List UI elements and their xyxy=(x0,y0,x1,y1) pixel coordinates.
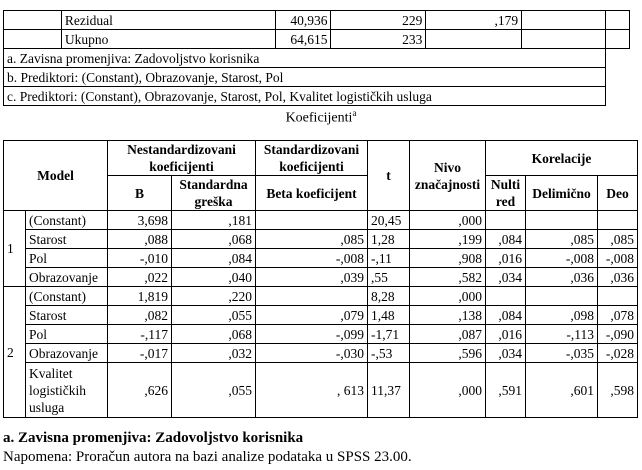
header-beta: Beta koeficijent xyxy=(256,176,368,211)
variable-name: Starost xyxy=(26,230,108,249)
cell-se: ,181 xyxy=(172,211,256,230)
cell-b: 3,698 xyxy=(108,211,172,230)
cell-b: ,082 xyxy=(108,306,172,325)
table-note: b. Prediktori: (Constant), Obrazovanje, Starost, Pol xyxy=(4,68,606,87)
cell-se: ,040 xyxy=(172,268,256,287)
table-row xyxy=(4,211,638,230)
cell xyxy=(4,11,62,30)
header-partial: Delimično xyxy=(526,176,598,211)
table-footnote: a. Zavisna promenjiva: Zadovoljstvo korisnika xyxy=(3,430,304,446)
cell: 40,936 xyxy=(275,11,331,30)
cell-b: ,088 xyxy=(108,230,172,249)
model-number: 1 xyxy=(4,211,26,287)
cell-se: ,055 xyxy=(172,363,256,418)
table-row xyxy=(4,30,630,49)
cell-beta: -,099 xyxy=(256,325,368,344)
variable-name: Pol xyxy=(26,249,108,268)
empty-cell xyxy=(606,68,630,87)
cell-b: 1,819 xyxy=(108,287,172,306)
cell-zero: ,591 xyxy=(486,363,526,418)
cell-b: -,010 xyxy=(108,249,172,268)
cell-beta: ,039 xyxy=(256,268,368,287)
cell-zero: ,084 xyxy=(486,230,526,249)
cell-b: -,017 xyxy=(108,344,172,363)
cell-part: -,028 xyxy=(598,344,638,363)
cell-beta xyxy=(256,287,368,306)
cell-sig: ,000 xyxy=(410,211,486,230)
header-unstandardized: Nestandardizovani koeficijenti xyxy=(108,141,256,176)
cell-partial: -,008 xyxy=(526,249,598,268)
cell-sig: ,000 xyxy=(410,287,486,306)
cell-zero xyxy=(486,211,526,230)
cell: 229 xyxy=(331,11,426,30)
cell-part xyxy=(598,287,638,306)
header-model: Model xyxy=(4,141,108,211)
cell-part: -,090 xyxy=(598,325,638,344)
cell xyxy=(606,11,630,30)
anova-table-fragment xyxy=(3,10,630,106)
header-std-error: Standardna greška xyxy=(172,176,256,211)
cell-sig: ,000 xyxy=(410,363,486,418)
header-part: Deo xyxy=(598,176,638,211)
cell-zero: ,016 xyxy=(486,249,526,268)
table-note: a. Zavisna promenjiva: Zadovoljstvo korisnika xyxy=(4,49,606,68)
cell-t: 1,48 xyxy=(368,306,410,325)
cell-beta: ,079 xyxy=(256,306,368,325)
caption-text: Koeficijenti xyxy=(285,110,353,126)
cell-zero: ,084 xyxy=(486,306,526,325)
caption-sup: a xyxy=(352,108,357,118)
cell-b: ,022 xyxy=(108,268,172,287)
cell-partial: ,085 xyxy=(526,230,598,249)
table-caption xyxy=(0,108,642,127)
row-label: Ukupno xyxy=(61,30,275,49)
variable-name: Starost xyxy=(26,306,108,325)
table-note-row xyxy=(4,49,630,68)
cell-t: 8,28 xyxy=(368,287,410,306)
table-row xyxy=(4,230,638,249)
cell-t: -,53 xyxy=(368,344,410,363)
cell-zero: ,016 xyxy=(486,325,526,344)
cell: 233 xyxy=(331,30,426,49)
cell-partial xyxy=(526,211,598,230)
variable-name: Kvalitet logističkih usluga xyxy=(26,363,108,418)
table-note-source: Napomena: Proračun autora na bazi analize podataka u SPSS 23.00. xyxy=(3,449,412,465)
header-b: B xyxy=(108,176,172,211)
cell-beta: , 613 xyxy=(256,363,368,418)
cell-b: -,117 xyxy=(108,325,172,344)
cell-part: ,036 xyxy=(598,268,638,287)
cell-partial: ,036 xyxy=(526,268,598,287)
cell-part: ,085 xyxy=(598,230,638,249)
empty-cell xyxy=(606,87,630,106)
empty-cell xyxy=(606,49,630,68)
table-row xyxy=(4,363,638,418)
cell-zero: ,034 xyxy=(486,268,526,287)
cell-t: 11,37 xyxy=(368,363,410,418)
table-row xyxy=(4,11,630,30)
cell xyxy=(426,30,522,49)
cell-partial xyxy=(526,287,598,306)
cell-sig: ,199 xyxy=(410,230,486,249)
cell-t: ,55 xyxy=(368,268,410,287)
table-note-row xyxy=(4,87,630,106)
cell-se: ,220 xyxy=(172,287,256,306)
cell-partial: -,035 xyxy=(526,344,598,363)
cell-se: ,055 xyxy=(172,306,256,325)
cell xyxy=(522,11,606,30)
table-note-row xyxy=(4,68,630,87)
header-significance: Nivo značajnosti xyxy=(410,141,486,211)
cell-t: -1,71 xyxy=(368,325,410,344)
cell-part: ,598 xyxy=(598,363,638,418)
header-correlations: Korelacije xyxy=(486,141,638,176)
cell-partial: ,601 xyxy=(526,363,598,418)
cell-zero xyxy=(486,287,526,306)
cell-se: ,032 xyxy=(172,344,256,363)
cell xyxy=(522,30,606,49)
model-number: 2 xyxy=(4,287,26,418)
table-row xyxy=(4,344,638,363)
table-row xyxy=(4,325,638,344)
table-row xyxy=(4,249,638,268)
table-row xyxy=(4,287,638,306)
cell-se: ,068 xyxy=(172,325,256,344)
cell-sig: ,138 xyxy=(410,306,486,325)
header-t: t xyxy=(368,141,410,211)
cell-sig: ,582 xyxy=(410,268,486,287)
header-zero-order: Nulti red xyxy=(486,176,526,211)
cell xyxy=(4,30,62,49)
cell-beta: -,030 xyxy=(256,344,368,363)
cell xyxy=(606,30,630,49)
table-row xyxy=(4,268,638,287)
cell-partial: -,113 xyxy=(526,325,598,344)
table-row xyxy=(4,306,638,325)
cell-t: 20,45 xyxy=(368,211,410,230)
variable-name: Obrazovanje xyxy=(26,268,108,287)
cell-beta: -,008 xyxy=(256,249,368,268)
table-note: c. Prediktori: (Constant), Obrazovanje, Starost, Pol, Kvalitet logističkih usluga xyxy=(4,87,606,106)
cell: 64,615 xyxy=(275,30,331,49)
cell-sig: ,087 xyxy=(410,325,486,344)
cell-se: ,084 xyxy=(172,249,256,268)
cell-beta: ,085 xyxy=(256,230,368,249)
coefficients-table xyxy=(3,140,638,418)
cell-part xyxy=(598,211,638,230)
cell-se: ,068 xyxy=(172,230,256,249)
cell-beta xyxy=(256,211,368,230)
variable-name: (Constant) xyxy=(26,287,108,306)
cell-t: -,11 xyxy=(368,249,410,268)
cell-b: ,626 xyxy=(108,363,172,418)
header-row xyxy=(4,141,638,176)
header-standardized: Standardizovani koeficijenti xyxy=(256,141,368,176)
cell-zero: ,034 xyxy=(486,344,526,363)
cell-part: -,008 xyxy=(598,249,638,268)
variable-name: Pol xyxy=(26,325,108,344)
variable-name: Obrazovanje xyxy=(26,344,108,363)
cell: ,179 xyxy=(426,11,522,30)
cell-sig: ,908 xyxy=(410,249,486,268)
variable-name: (Constant) xyxy=(26,211,108,230)
cell-part: ,078 xyxy=(598,306,638,325)
cell-sig: ,596 xyxy=(410,344,486,363)
cell-partial: ,098 xyxy=(526,306,598,325)
cell-t: 1,28 xyxy=(368,230,410,249)
row-label: Rezidual xyxy=(61,11,275,30)
